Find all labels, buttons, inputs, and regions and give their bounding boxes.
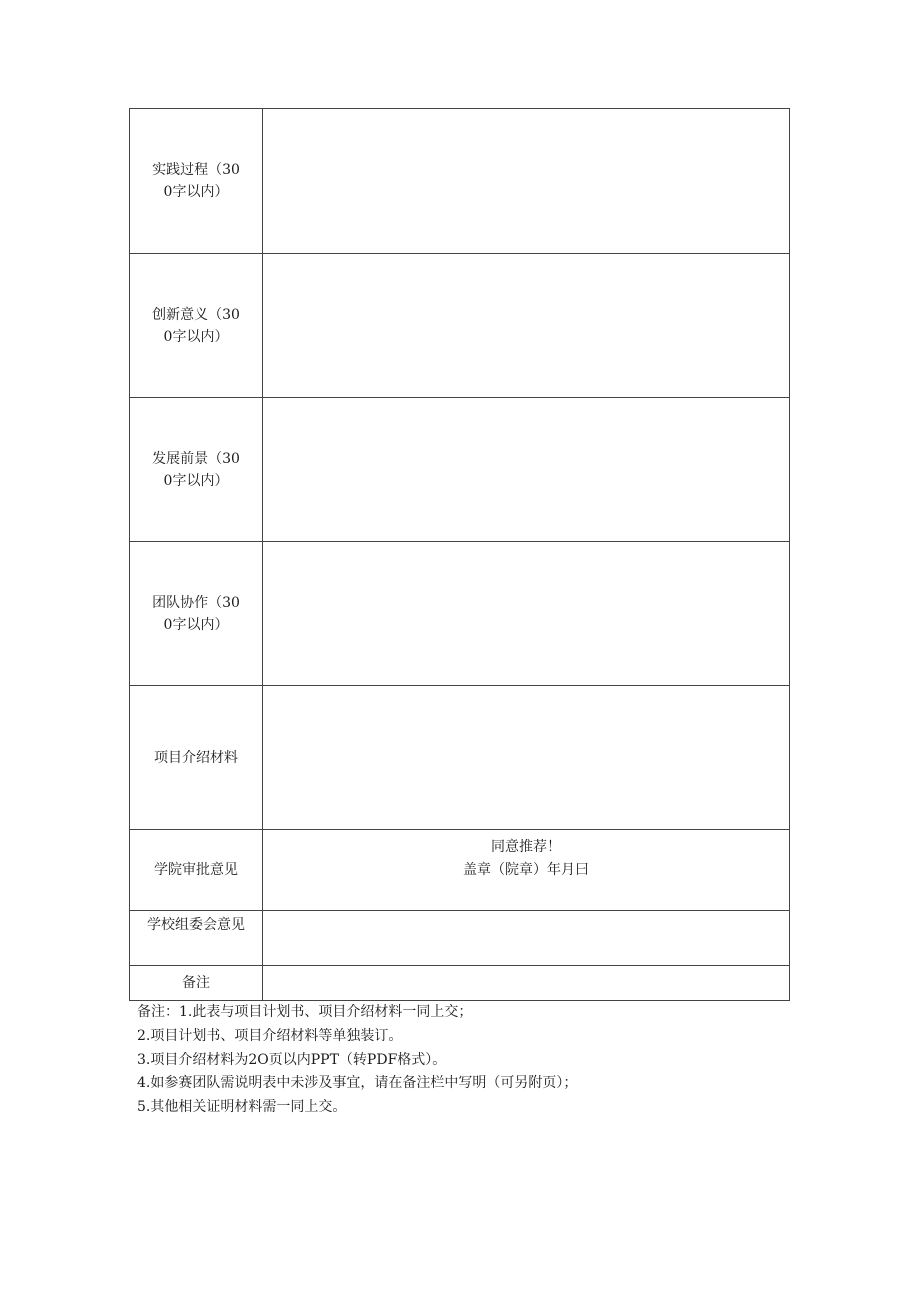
form-row-remarks	[130, 966, 790, 1001]
college-approval-label: 学院审批意见	[154, 862, 238, 878]
application-form-table	[129, 108, 790, 1001]
footnote-line-5: 5.其他相关证明材料需一同上交。	[137, 1099, 347, 1116]
committee-opinion-label: 学校组委会意见	[147, 917, 245, 933]
form-row-practice-process	[130, 109, 790, 254]
footnote-line-3: 3.项目介绍材料为2O页以内PPT（转PDF格式）。	[137, 1051, 447, 1068]
form-row-college-approval	[130, 830, 790, 911]
project-materials-field[interactable]	[263, 686, 790, 830]
form-row-innovation-significance	[130, 254, 790, 398]
practice-process-field[interactable]	[263, 109, 790, 254]
form-row-project-materials	[130, 686, 790, 830]
approval-seal-date-text: 盖章（院章）年月曰	[463, 862, 589, 878]
form-row-team-collaboration	[130, 542, 790, 686]
footnote-line-2: 2.项目计划书、项目介绍材料等单独装订。	[137, 1027, 403, 1044]
college-approval-content	[263, 830, 789, 882]
innovation-significance-field[interactable]	[263, 254, 790, 398]
committee-opinion-label-cell	[130, 911, 263, 966]
footnotes	[137, 1001, 737, 1120]
footnote-line-1: 备注：1.此表与项目计划书、项目介绍材料一同上交；	[137, 1004, 473, 1020]
development-prospect-label-cell	[130, 398, 263, 542]
college-approval-field[interactable]	[263, 830, 790, 911]
footnote-line-4: 4.如参赛团队需说明表中未涉及事宜，请在备注栏中写明（可另附页）；	[137, 1075, 578, 1092]
innovation-significance-label: 创新意义（300字以内）	[152, 306, 240, 345]
team-collaboration-label: 团队协作（300字以内）	[152, 594, 240, 633]
remarks-label-cell	[130, 966, 263, 1001]
committee-opinion-field[interactable]	[263, 911, 790, 966]
innovation-significance-label-cell	[130, 254, 263, 398]
remarks-label: 备注	[182, 975, 210, 991]
form-row-committee-opinion	[130, 911, 790, 966]
practice-process-label: 实践过程（300字以内）	[152, 162, 240, 200]
development-prospect-label: 发展前景（300字以内）	[152, 450, 240, 489]
development-prospect-field[interactable]	[263, 398, 790, 542]
remarks-field[interactable]	[263, 966, 790, 1001]
form-row-development-prospect	[130, 398, 790, 542]
team-collaboration-label-cell	[130, 542, 263, 686]
approval-recommend-text: 同意推荐！	[491, 839, 561, 855]
project-materials-label-cell	[130, 686, 263, 830]
college-approval-label-cell	[130, 830, 263, 911]
practice-process-label-cell	[130, 109, 263, 254]
team-collaboration-field[interactable]	[263, 542, 790, 686]
project-materials-label: 项目介绍材料	[154, 749, 238, 766]
